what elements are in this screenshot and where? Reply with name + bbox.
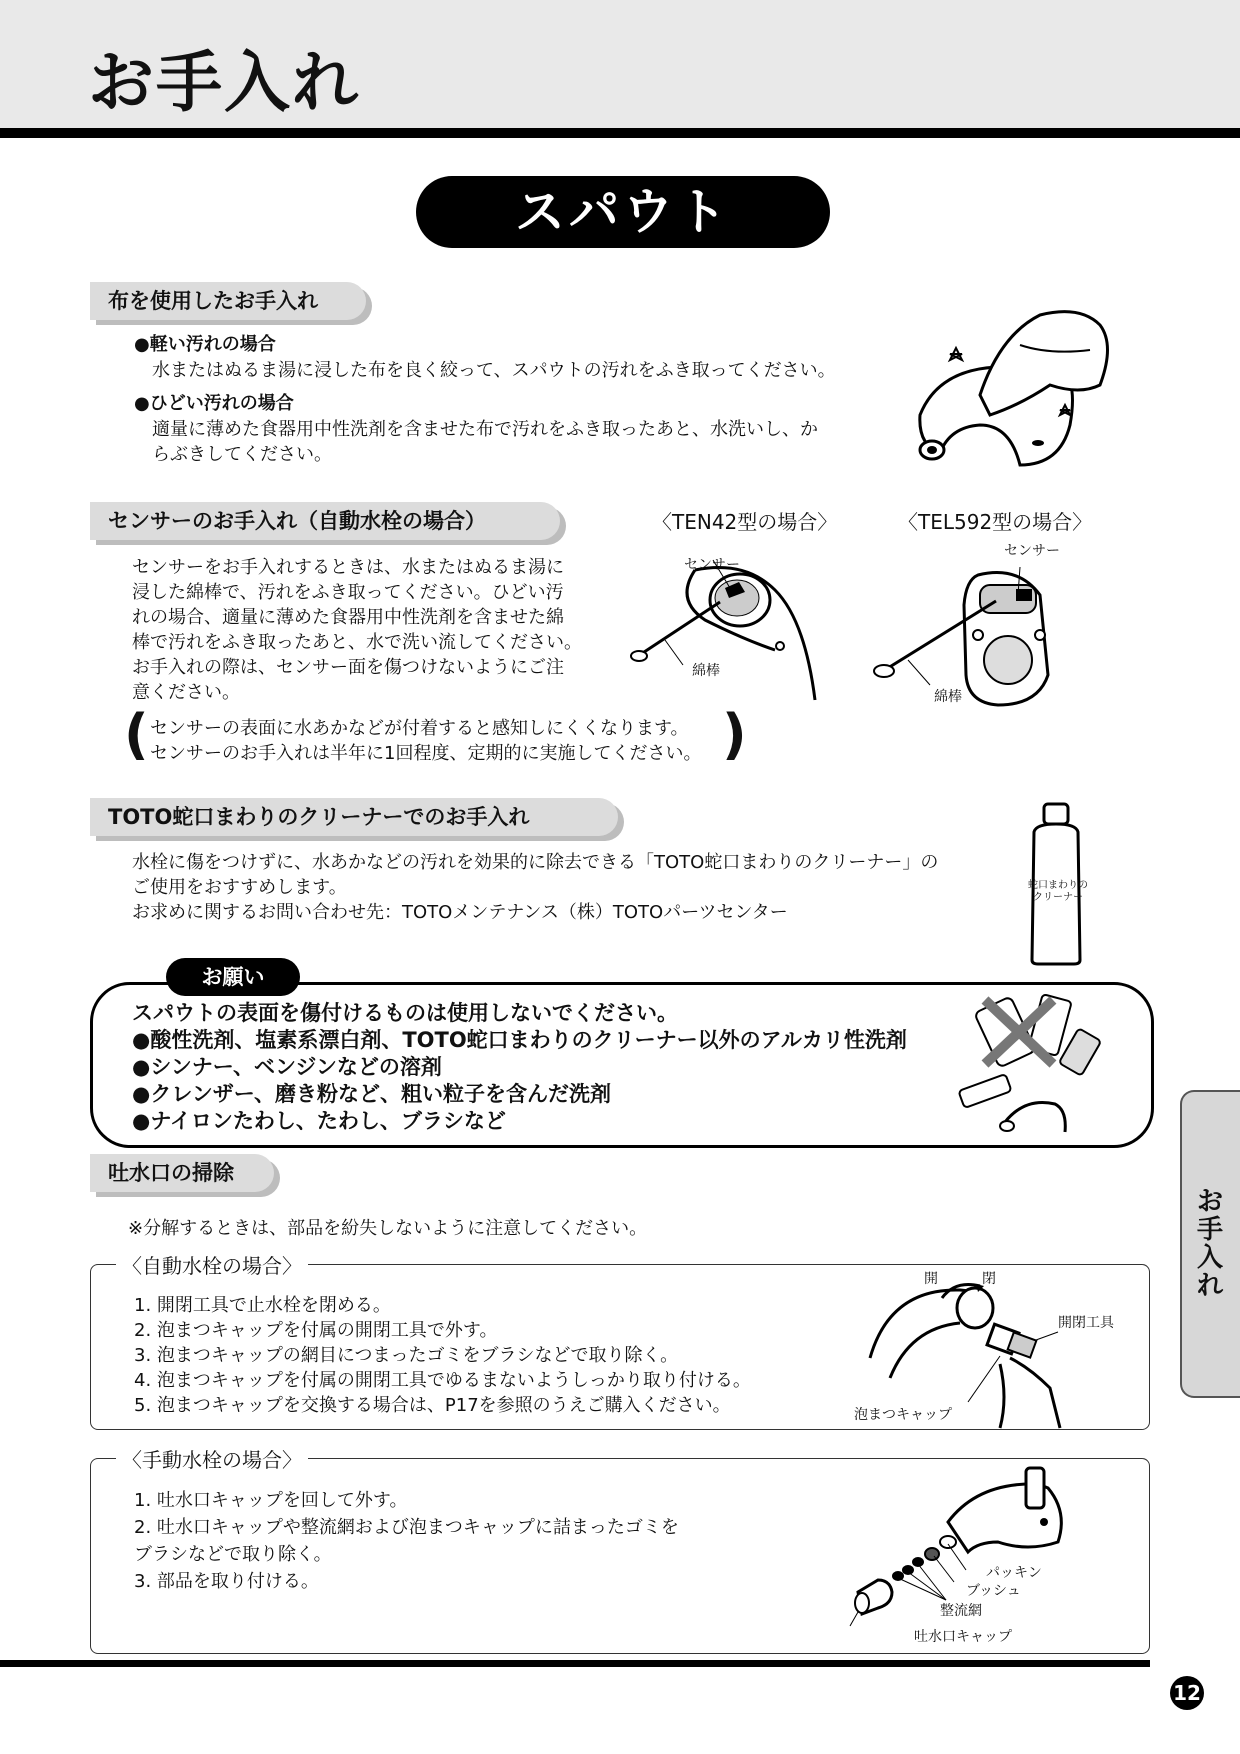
- caption-tel592: 〈TEL592型の場合〉: [898, 510, 1093, 534]
- sensor-text-line-3: れの場合、適量に薄めた食器用中性洗剤を含ませた綿: [132, 607, 564, 628]
- caution-tag: お願い: [166, 958, 300, 996]
- sensor-text-line-6: 意ください。: [132, 682, 240, 703]
- label-flow-screen: 整流網: [940, 1603, 982, 1619]
- heading-sensor-care: センサーのお手入れ（自動水栓の場合）: [90, 502, 560, 540]
- note-paren-left: (: [124, 703, 149, 766]
- caution-line-2: ●酸性洗剤、塩素系漂白剤、TOTO蛇口まわりのクリーナー以外のアルカリ性洗剤: [132, 1028, 907, 1052]
- label-bush: ブッシュ: [966, 1583, 1021, 1599]
- manual-step-2: 2. 吐水口キャップや整流網および泡まつキャップに詰まったゴミを: [134, 1517, 679, 1538]
- manual-faucet-label: 〈手動水栓の場合〉: [116, 1444, 308, 1473]
- sensor-text-line-1: センサーをお手入れするときは、水またはぬるま湯に: [132, 557, 564, 578]
- cleaner-text-3: お求めに関するお問い合わせ先：TOTOメンテナンス（株）TOTOパーツセンター: [132, 902, 788, 923]
- caution-line-3: ●シンナー、ベンジンなどの溶剤: [132, 1055, 442, 1079]
- sensor-text-line-4: 棒で汚れをふき取ったあと、水で洗い流してください。: [132, 632, 582, 653]
- bottom-rule: [0, 1660, 1150, 1667]
- manual-step-2-cont: ブラシなどで取り除く。: [134, 1544, 332, 1565]
- tel592-sensor-illustration: [868, 555, 1068, 715]
- caution-line-4: ●クレンザー、磨き粉など、粗い粒子を含んだ洗剤: [132, 1082, 611, 1106]
- auto-faucet-label: 〈自動水栓の場合〉: [116, 1250, 308, 1279]
- auto-step-1: 1. 開閉工具で止水栓を閉める。: [134, 1295, 391, 1316]
- cleaner-text-1: 水栓に傷をつけずに、水あかなどの汚れを効果的に除去できる「TOTO蛇口まわりのクリーナー」の: [132, 852, 939, 873]
- label-aerator-cap: 泡まつキャップ: [854, 1407, 952, 1423]
- page-title: お手入れ: [88, 44, 360, 121]
- note-paren-right: ): [722, 703, 747, 766]
- bottle-label-line-1: 蛇口まわりの: [1028, 880, 1088, 891]
- heading-outlet-cleaning: 吐水口の掃除: [90, 1154, 274, 1192]
- cleaner-text-2: ご使用をおすすめします。: [132, 877, 347, 898]
- prohibited-items-illustration: [955, 992, 1115, 1140]
- label-tool: 開閉工具: [1058, 1315, 1114, 1331]
- heavy-dirt-text-1: 適量に薄めた食器用中性洗剤を含ませた布で汚れをふき取ったあと、水洗いし、か: [152, 419, 818, 440]
- label-packing: パッキン: [986, 1565, 1042, 1581]
- label-close: 閉: [982, 1271, 996, 1287]
- ten42-label-sensor: センサー: [684, 557, 740, 573]
- light-dirt-text: 水またはぬるま湯に浸した布を良く絞って、スパウトの汚れをふき取ってください。: [152, 360, 836, 381]
- outlet-note: ※分解するときは、部品を紛失しないように注意してください。: [128, 1218, 648, 1239]
- caption-ten42: 〈TEN42型の場合〉: [652, 510, 838, 534]
- light-dirt-title: ●軽い汚れの場合: [134, 334, 276, 355]
- bottle-label: [1028, 880, 1088, 904]
- auto-step-2: 2. 泡まつキャップを付属の開閉工具で外す。: [134, 1320, 498, 1341]
- sensor-text-line-5: お手入れの際は、センサー面を傷つけないようにご注: [132, 657, 564, 678]
- spout-cloth-illustration: [900, 305, 1130, 475]
- tel592-label-swab: 綿棒: [934, 689, 962, 705]
- header-rule: [0, 128, 1240, 138]
- caution-line-1: スパウトの表面を傷付けるものは使用しないでください。: [132, 1001, 678, 1025]
- section-title-spout: スパウト: [416, 176, 830, 248]
- auto-step-5: 5. 泡まつキャップを交換する場合は、P17を参照のうえご購入ください。: [134, 1395, 731, 1416]
- caution-line-5: ●ナイロンたわし、たわし、ブラシなど: [132, 1109, 506, 1133]
- manual-step-1: 1. 吐水口キャップを回して外す。: [134, 1490, 408, 1511]
- heading-cleaner-care: TOTO蛇口まわりのクリーナーでのお手入れ: [90, 798, 618, 836]
- manual-step-3: 3. 部品を取り付ける。: [134, 1571, 319, 1592]
- heavy-dirt-title: ●ひどい汚れの場合: [134, 393, 294, 414]
- side-tab-text: お手入れ: [1196, 1187, 1223, 1301]
- label-outlet-cap: 吐水口キャップ: [914, 1629, 1012, 1645]
- sensor-note-1: センサーの表面に水あかなどが付着すると感知しにくくなります。: [150, 718, 689, 739]
- label-open: 開: [924, 1271, 938, 1287]
- sensor-note-2: センサーのお手入れは半年に1回程度、定期的に実施してください。: [150, 743, 702, 764]
- page-number: 12: [1170, 1676, 1204, 1710]
- bottle-label-line-2: クリーナー: [1033, 892, 1083, 903]
- auto-step-3: 3. 泡まつキャップの網目につまったゴミをブラシなどで取り除く。: [134, 1345, 679, 1366]
- heavy-dirt-text-2: らぶきしてください。: [152, 444, 332, 465]
- auto-step-4: 4. 泡まつキャップを付属の開閉工具でゆるまないようしっかり取り付ける。: [134, 1370, 751, 1391]
- ten42-label-swab: 綿棒: [692, 663, 720, 679]
- sensor-text-line-2: 浸した綿棒で、汚れをふき取ってください。ひどい汚: [132, 582, 564, 603]
- heading-cloth-care: 布を使用したお手入れ: [90, 282, 366, 320]
- tel592-label-sensor: センサー: [1004, 543, 1060, 559]
